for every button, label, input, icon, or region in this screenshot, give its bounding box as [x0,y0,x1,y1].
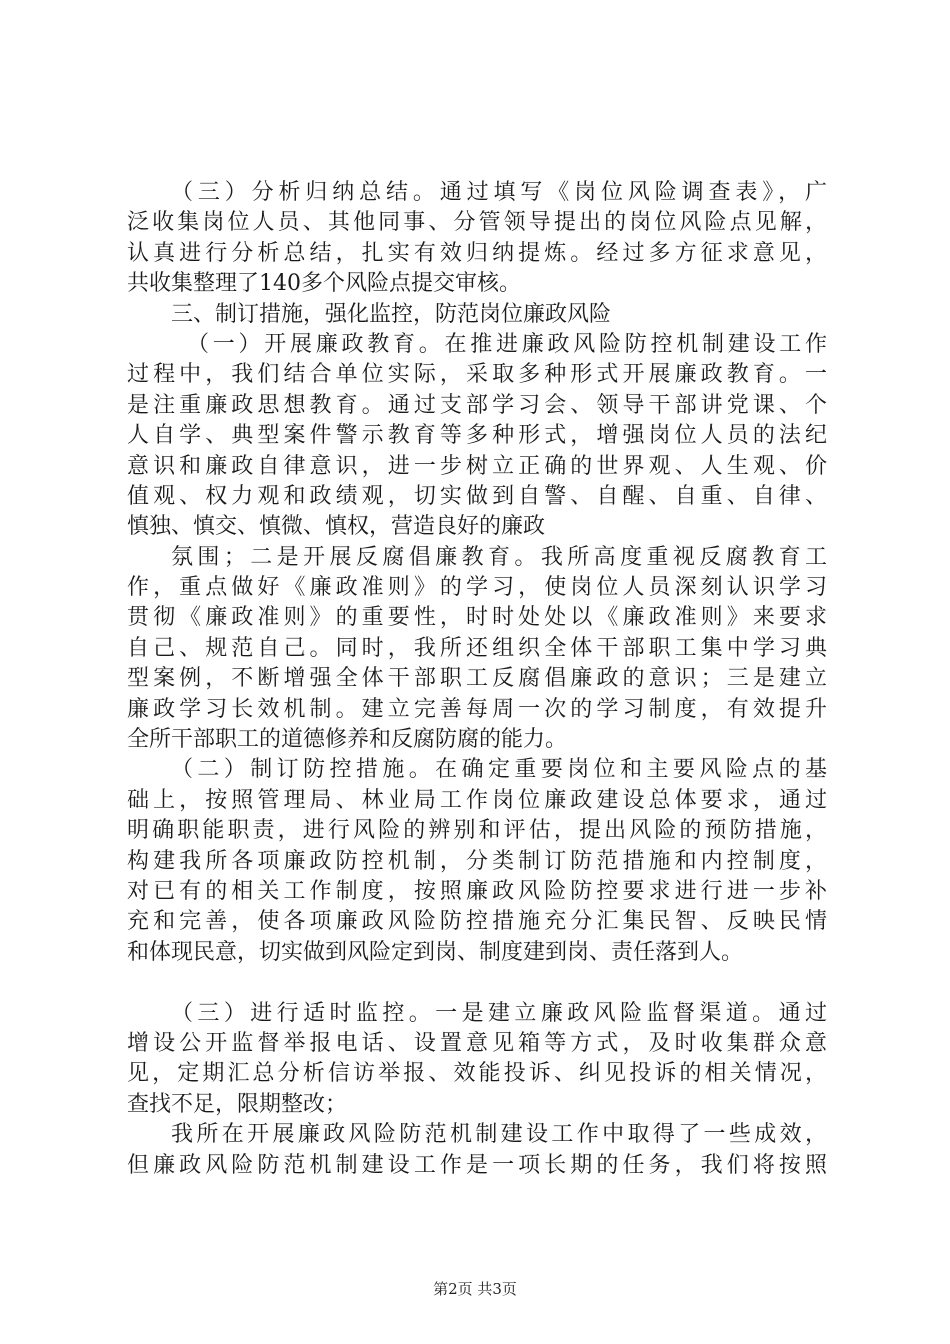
paragraph-line: 构建我所各项廉政防控机制，分类制订防范措施和内控制度， [127,848,827,874]
paragraph-line: （二）制订防控措施。在确定重要岗位和主要风险点的基 [171,757,827,783]
paragraph-line: 见，定期汇总分析信访举报、效能投诉、纠见投诉的相关情况， [127,1061,827,1087]
paragraph-line: 值观、权力观和政绩观，切实做到自警、自醒、自重、自律、 [127,483,827,509]
paragraph-line: 意识和廉政自律意识，进一步树立正确的世界观、人生观、价 [127,453,827,479]
paragraph-line: 但廉政风险防范机制建设工作是一项长期的任务，我们将按照 [127,1152,827,1178]
paragraph-line: （三）分析归纳总结。通过填写《岗位风险调查表》，广 [171,180,827,205]
paragraph-line: 泛收集岗位人员、其他同事、分管领导提出的岗位风险点见解， [127,210,827,236]
paragraph-line: （三）进行适时监控。一是建立廉政风险监督渠道。通过 [171,1000,827,1026]
paragraph-line: 氛围；二是开展反腐倡廉教育。我所高度重视反腐教育工 [171,544,827,570]
paragraph-line: 查找不足，限期整改； [127,1091,348,1117]
paragraph-line: 人自学、典型案件警示教育等多种形式，增强岗位人员的法纪 [127,423,827,449]
paragraph-line: 廉政学习长效机制。建立完善每周一次的学习制度，有效提升 [127,696,827,722]
paragraph-line: 是注重廉政思想教育。通过支部学习会、领导干部讲党课、个 [127,392,827,418]
paragraph-line: 全所干部职工的道德修养和反腐防腐的能力。 [127,727,568,753]
paragraph-line: 增设公开监督举报电话、设置意见箱等方式，及时收集群众意 [127,1030,827,1056]
paragraph-line: 我所在开展廉政风险防范机制建设工作中取得了一些成效， [171,1122,827,1148]
paragraph-line: 过程中，我们结合单位实际，采取多种形式开展廉政教育。一 [127,362,827,388]
section-heading: 三、制订措施，强化监控，防范岗位廉政风险 [171,301,612,327]
paragraph-line: 明确职能职责，进行风险的辨别和评估，提出风险的预防措施， [127,818,827,844]
paragraph-line: 共收集整理了140多个风险点提交审核。 [127,271,521,297]
document-body [127,178,827,1181]
paragraph-line: 作，重点做好《廉政准则》的学习，使岗位人员深刻认识学习 [127,575,827,601]
page-number-label: 第2页 共3页 [433,1280,517,1298]
page-footer [0,1278,950,1299]
paragraph-line: 对已有的相关工作制度，按照廉政风险防控要求进行进一步补 [127,878,827,904]
paragraph-line: 认真进行分析总结，扎实有效归纳提炼。经过多方征求意见， [127,240,827,266]
paragraph-line: 和体现民意，切实做到风险定到岗、制度建到岗、责任落到人。 [127,939,744,965]
paragraph-line: 充和完善，使各项廉政风险防控措施充分汇集民智、反映民情 [127,909,827,935]
paragraph-gap [127,968,827,998]
paragraph-line: 型案例，不断增强全体干部职工反腐倡廉政的意识；三是建立 [127,666,827,692]
paragraph-line: 自己、规范自己。同时，我所还组织全体干部职工集中学习典 [127,635,827,661]
paragraph-line: 慎独、慎交、慎微、慎权，营造良好的廉政 [127,514,546,540]
paragraph-line: 贯彻《廉政准则》的重要性，时时处处以《廉政准则》来要求 [127,605,827,631]
paragraph-line: （一）开展廉政教育。在推进廉政风险防控机制建设工作 [187,331,827,357]
paragraph-line: 础上，按照管理局、林业局工作岗位廉政建设总体要求，通过 [127,787,827,813]
